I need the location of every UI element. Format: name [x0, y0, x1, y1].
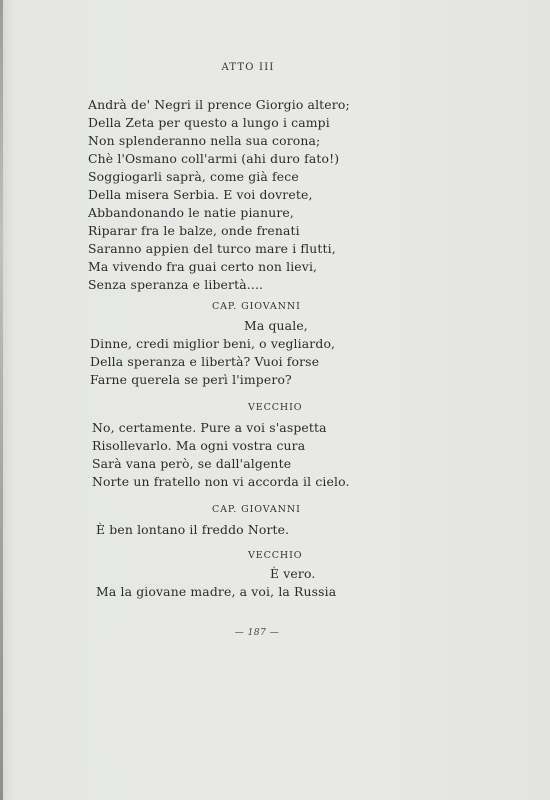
- speaker-name: VECCHIO: [248, 550, 303, 561]
- verse-line: Non splenderanno nella sua corona;: [88, 133, 321, 148]
- verse-line: Della misera Serbia. E voi dovrete,: [88, 187, 313, 202]
- verse-line: Abbandonando le natie pianure,: [88, 205, 294, 220]
- verse-line: No, certamente. Pure a voi s'aspetta: [92, 420, 327, 435]
- verse-line: Chè l'Osmano coll'armi (ahi duro fato!): [88, 151, 340, 166]
- speaker-name: VECCHIO: [248, 402, 303, 413]
- page-binding-edge: [0, 0, 3, 800]
- verse-line: Dinne, credi miglior beni, o vegliardo,: [90, 336, 336, 351]
- verse-line: Della Zeta per questo a lungo i campi: [88, 115, 330, 130]
- verse-line: Saranno appien del turco mare i flutti,: [88, 241, 336, 256]
- verse-line: Ma quale,: [244, 318, 308, 333]
- speaker-name: CAP. GIOVANNI: [212, 504, 301, 515]
- verse-line: Riparar fra le balze, onde frenati: [88, 223, 300, 238]
- verse-line: Norte un fratello non vi accorda il cielo.: [92, 474, 350, 489]
- verse-line: È ben lontano il freddo Norte.: [96, 522, 290, 537]
- verse-line: Farne querela se perì l'impero?: [90, 372, 292, 387]
- verse-line: Sarà vana però, se dall'algente: [92, 456, 292, 471]
- verse-line: Andrà de' Negri il prence Giorgio altero;: [88, 97, 350, 112]
- page-number: — 187 —: [234, 628, 280, 638]
- page-header: ATTO III: [221, 62, 275, 73]
- verse-line: Della speranza e libertà? Vuoi forse: [90, 354, 320, 369]
- verse-line: Ma vivendo fra guai certo non lievi,: [88, 259, 318, 274]
- verse-line: È vero.: [270, 566, 316, 581]
- verse-line: Ma la giovane madre, a voi, la Russia: [96, 584, 337, 599]
- verse-line: Soggiogarli saprà, come già fece: [88, 169, 299, 184]
- speaker-name: CAP. GIOVANNI: [212, 301, 301, 312]
- verse-line: Senza speranza e libertà....: [88, 277, 264, 292]
- verse-line: Risollevarlo. Ma ogni vostra cura: [92, 438, 306, 453]
